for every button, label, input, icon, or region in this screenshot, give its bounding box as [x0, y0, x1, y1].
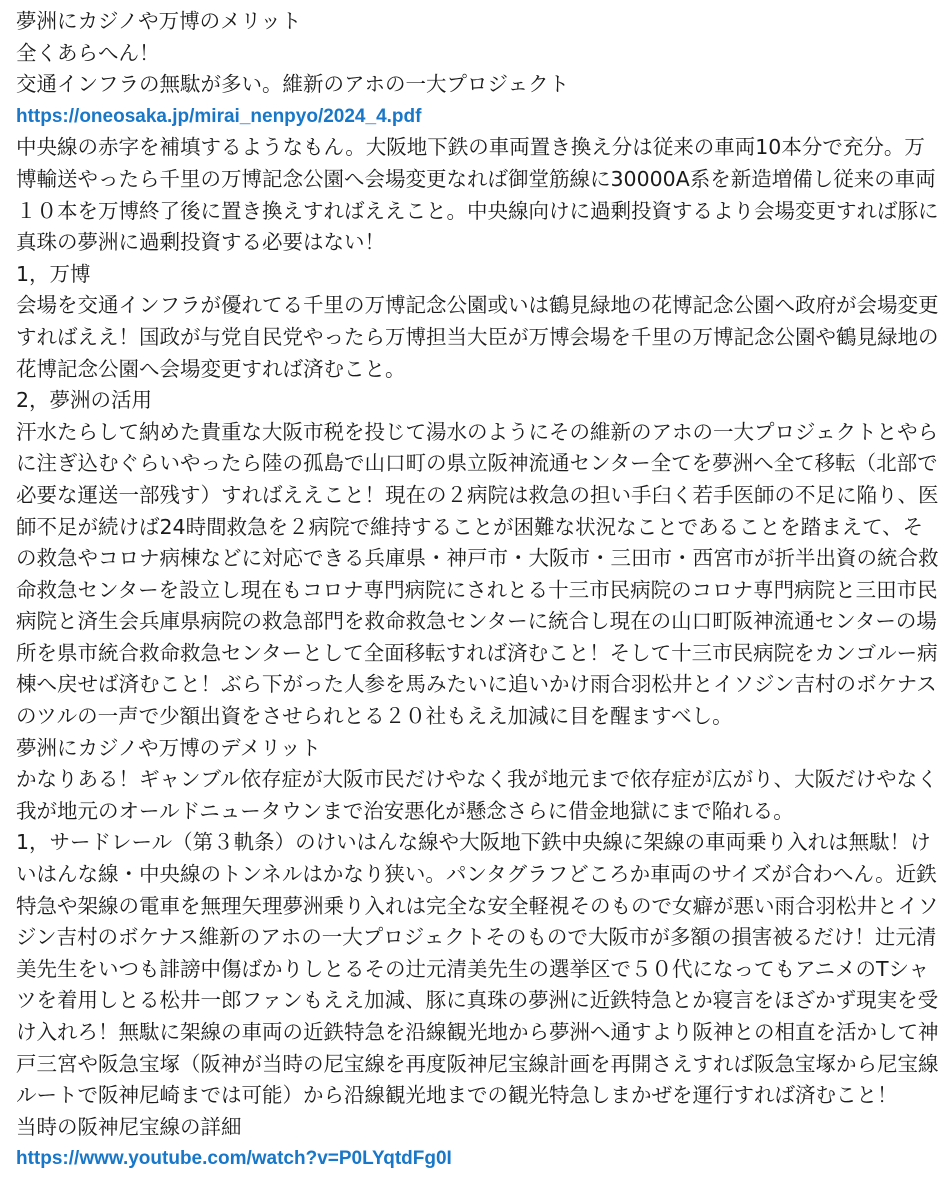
post-line: 交通インフラの無駄が多い。維新のアホの一大プロジェクト [16, 72, 570, 97]
body-paragraph: 会場を交通インフラが優れてる千里の万博記念公園或いは鶴見緑地の花博記念公園へ政府が会場変更すればええ！国政が与党自民党やったら万博担当大臣が万博会場を千里の万博記念公園や鶴見緑地の花博記念公園へ会場変更すれば済むこと。 [16, 293, 939, 381]
section-heading: 1，万博 [16, 261, 91, 286]
section-heading: 当時の阪神尼宝線の詳細 [16, 1114, 242, 1139]
section-heading: 夢洲にカジノや万博のデメリット [16, 735, 322, 760]
body-paragraph: かなりある！ギャンブル依存症が大阪市民だけやなく我が地元まで依存症が広がり、大阪だけやなく我が地元のオールドニュータウンまで治安悪化が懸念さらに借金地獄にまで陥れる。 [16, 767, 938, 823]
body-paragraph: 中央線の赤字を補填するようなもん。大阪地下鉄の車両置き換え分は従来の車両10本分で充分。万博輸送やったら千里の万博記念公園へ会場変更なれば御堂筋線に30000A系を新造増備し従来の車両１０本を万博終了後に置き換えすればええこと。中央線向けに過剰投資するより会場変更すれば豚に真珠の夢洲に過剰投資する必要はない！ [16, 135, 939, 255]
section-heading: 2，夢洲の活用 [16, 388, 153, 413]
youtube-link[interactable]: https://www.youtube.com/watch?v=P0LYqtdFg0I [16, 1148, 452, 1170]
post-line: 夢洲にカジノや万博のメリット [16, 9, 302, 33]
body-paragraph: 汗水たらして納めた貴重な大阪市税を投じて湯水のようにその維新のアホの一大プロジェクトとやらに注ぎ込むぐらいやったら陸の孤島で山口町の県立阪神流通センター全てを夢洲へ全て移転（北部で必要な運送一部残す）すればええこと！現在の２病院は救急の担い手臼く若手医師の不足に陥り、医師不足が続けば24時間救急を２病院で維持することが困難な状況なことであることを踏まえて、その救急やコロナ病棟などに対応できる兵庫県・神戸市・大阪市・三田市・西宮市が折半出資の統合救命救急センターを設立し現在もコロナ専門病院にされとる十三市民病院のコロナ専門病院と三田市民病院と済生会兵庫県病院の救急部門を救命救急センターに統合し現在の山口町阪神流通センターの場所を県市統合救命救急センターとして全面移転すれば済むこと！そして十三市民病院をカンゴルー病棟へ戻せば済むこと！ぶら下がった人参を馬みたいに追いかけ雨合羽松井とイソジン吉村のボケナスのツルの一声で少額出資をさせられとる２０社もええ加減に目を醒ますべし。 [16, 419, 939, 729]
oneosaka-pdf-link[interactable]: https://oneosaka.jp/mirai_nenpyo/2024_4.pdf [16, 105, 422, 127]
body-paragraph: 1，サードレール（第３軌条）のけいはんな線や大阪地下鉄中央線に架線の車両乗り入れは無駄！けいはんな線・中央線のトンネルはかなり狭い。パンタグラフどころか車両のサイズが合わへん。近鉄特急や架線の電車を無理矢理夢洲乗り入れは完全な安全軽視そのもので女癖が悪い雨合羽松井とイソジン吉村のボケナス維新のアホの一大プロジェクトそのもので大阪市が多額の損害被るだけ！辻元清美先生をいつも誹謗中傷ばかりしとるその辻元清美先生の選挙区で５０代になってもアニメのTシャツを着用しとる松井一郎ファンもええ加減、豚に真珠の夢洲に近鉄特急とか寝言をほざかず現実を受け入れろ！無駄に架線の車両の近鉄特急を沿線観光地から夢洲へ通すより阪神との相直を活かして神戸三宮や阪急宝塚（阪神が当時の尼宝線を再度阪神尼宝線計画を再開さえすれば阪急宝塚から尼宝線ルートで阪神尼崎までは可能）から沿線観光地までの観光特急しまかぜを運行すれば済むこと！ [16, 830, 939, 1108]
post-line: 全くあらへん！ [16, 40, 160, 65]
